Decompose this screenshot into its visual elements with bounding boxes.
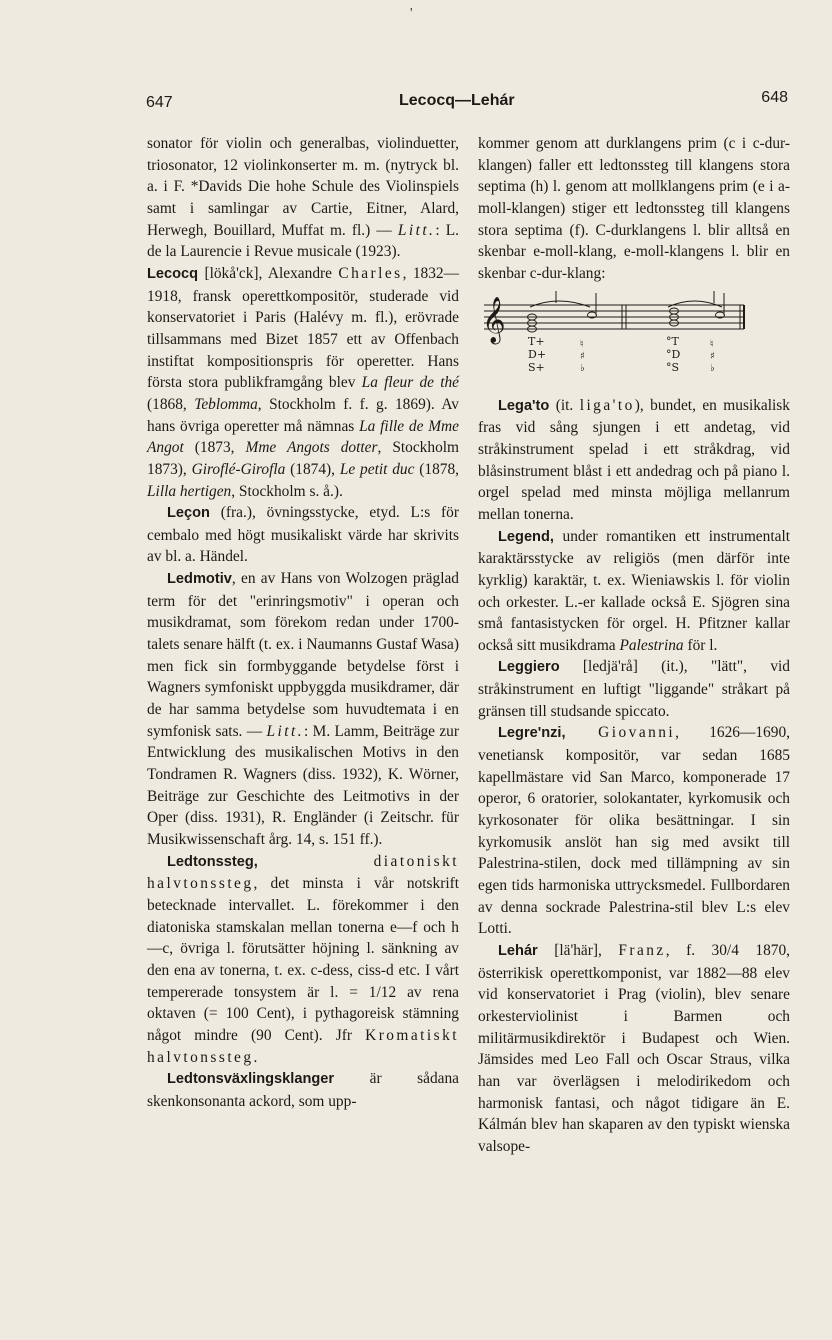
entry-legend: Legend, under romantiken ett instrumentalt karaktärsstycke av religiös (men därför inte kyrklig) karaktär, t. ex. Wieniawskis l. för violin och orkester. L.-er kallade också E. Sjögren sina små fantasistycken för orgel. H. Pfitzner kallar också sitt musikdrama Palestrina för l. xyxy=(478,527,790,654)
function-label: D+ xyxy=(528,347,547,361)
headword: Lecocq xyxy=(147,265,199,282)
music-example xyxy=(478,291,790,383)
right-column xyxy=(478,133,790,1158)
entry-lecon: Leçon (fra.), övningsstycke, etyd. L:s för cembalo med högt musikaliskt värde har skrivits av bl. a. Händel. xyxy=(147,504,459,566)
headword: Lega'to xyxy=(498,397,550,414)
svg-text:♮: ♮ xyxy=(710,338,714,350)
headword: Ledmotiv xyxy=(167,571,232,588)
headword: Leggiero xyxy=(498,659,560,676)
headword: Leçon xyxy=(167,505,210,522)
entry-continued-right: kommer genom att durklangens prim (c i c-dur-klangen) faller ett ledtonssteg till klangens stora septima (h) l. genom att mollklangens prim (e i a-moll-klangen) stiger ett ledtonssteg till klangens stora septima (f). C-durklangens l. blir alltså en skenbar e-moll-klang, e-moll-klangens l. blir en skenbar c-dur-klang: xyxy=(478,135,790,282)
entry-legato: Lega'to (it. liga'to), bundet, en musikalisk fras vid sång sjungen i ett andetag, vid stråkinstrument spelad i ett stråkdrag, vid blåsinstrument blåst i ett andedrag och på piano l. orgel spelad med minsta möjliga mellanrum mellan tonerna. xyxy=(478,396,790,523)
headword: Lehár xyxy=(498,943,538,959)
function-label: °T xyxy=(666,334,679,348)
svg-text:♭: ♭ xyxy=(710,362,715,374)
left-column xyxy=(147,133,459,1113)
svg-text:♯: ♯ xyxy=(710,350,715,362)
treble-clef-icon: 𝄞 xyxy=(482,296,506,343)
page-number-left: 647 xyxy=(146,94,173,111)
entry-ledtonssteg: Ledtonssteg, diatoniskt halvtonssteg, det minsta i vår notskrift betecknade intervallet. L. förekommer i den diatoniska stamskalan mellan tonerna e—f och h—c, övriga l. förutsätter höjning l. sänkning av den ena av tonerna, t. ex. c-dess, ciss-d etc. I vårt tempererade tonsystem är l. = 1/12 av rena oktaven (= 100 Cent), i pythagoreisk stämning något mindre (90 Cent). Jfr Kromatiskt halvtonssteg. xyxy=(147,852,459,1066)
running-title: Lecocq—Lehár xyxy=(399,92,515,109)
headword: Legre'nzi, xyxy=(498,725,566,742)
entry-continued: sonator för violin och generalbas, violinduetter, triosonator, 12 violinkonserter m. m. (nytryck bl. a. i F. *Davids Die hohe Schule des Violinspiels samt i samlingar av Cartie, Eitner, Alard, Herwegh, Bouillard, Muffat m. fl.) — Litt.: L. de la Laurencie i Revue musicale (1923). xyxy=(147,135,459,261)
page-header xyxy=(146,86,788,116)
headword: Ledtonsväxlingsklanger xyxy=(167,1071,335,1088)
function-label: °S xyxy=(666,360,680,374)
svg-text:♭: ♭ xyxy=(580,362,585,374)
svg-text:♮: ♮ xyxy=(580,338,584,350)
function-label: T+ xyxy=(528,334,545,348)
entry-ledmotiv: Ledmotiv, en av Hans von Wolzogen präglad term för det "erinringsmotiv" i operan och musikdramat, som förekom redan under 1700-talets senare hälft (t. ex. i Naumanns Gustaf Wasa) men fick sin formbyggande betydelse först i Wagners symfoniskt uppbyggda musikdramer, där de har samma betydelse som huvudtemata i en symfonisk sats. — Litt.: M. Lamm, Beiträge zur Entwicklung des musikalischen Motivs in den Tondramen R. Wagners (diss. 1932), K. Wörner, Beiträge zur Geschichte des Leitmotivs in der Oper (diss. 1931), R. Engländer (i Zeitschr. für Musikwissenschaft årg. 14, s. 151 ff.). xyxy=(147,570,459,848)
entry-leggiero: Leggiero [ledjä'rå] (it.), "lätt", vid stråkinstrument en luftigt "liggande" stråkart på gränsen till studsande spiccato. xyxy=(478,658,790,720)
entry-legrenzi: Legre'nzi, Giovanni, 1626—1690, venetiansk kompositör, var sedan 1685 kapellmästare vid San Marco, komponerade 17 operor, 6 oratorier, solokantater, kyrkomusik och kyrkosonater för olika besättningar. I sin kyrkomusik anslöt han sig med avsikt till Palestrina-stilen, dock med tillämpning av sin egen tids harmoniska uttrycksmedel. Fullbordaren av denna sockrade Palestrina-stil blev L:s elev Lotti. xyxy=(478,724,790,938)
corner-mark: ' xyxy=(410,6,413,21)
function-label: °D xyxy=(666,347,681,361)
entry-lecocq: Lecocq [lökå'ck], Alexandre Charles, 1832—1918, fransk operettkompositör, studerade vid konservatoriet i Paris (Halévy m. fl.), erövrade tillsammans med Bizet 1857 ett av Offenbach instiftat kompositionspris för operetter. Hans första stora publikframgång blev La fleur de thé (1868, Teblomma, Stockholm f. f. g. 1869). Av hans övriga operetter må nämnas La fille de Mme Angot (1873, Mme Angots dotter, Stockholm 1873), Giroflé-Girofla (1874), Le petit duc (1878, Lilla hertigen, Stockholm s. å.). xyxy=(147,264,460,500)
function-label: S+ xyxy=(528,360,545,374)
entry-ledtonsvaxlingsklanger: Ledtonsväxlingsklanger är sådana skenkonsonanta ackord, som upp- xyxy=(147,1070,459,1110)
entry-lehar: Lehár [lä'här], Franz, f. 30/4 1870, österrikisk operettkomponist, var 1882—88 elev vid konservatoriet i Prag (violin), blev senare orkesterviolinist i Barmen och militärmusikdirektör i Budapest och Wien. Jämsides med Leo Fall och Oscar Straus, vilka han var överlägsen i melodirikedom och harmonisk fantasi, och något tidigare än E. Kálmán blev han skaparen av den typiskt wienska valsope- xyxy=(478,942,791,1155)
headword: Legend, xyxy=(498,528,554,545)
svg-text:♯: ♯ xyxy=(580,350,585,362)
page-number-right: 648 xyxy=(761,89,788,106)
headword: Ledtonssteg, xyxy=(167,853,258,870)
